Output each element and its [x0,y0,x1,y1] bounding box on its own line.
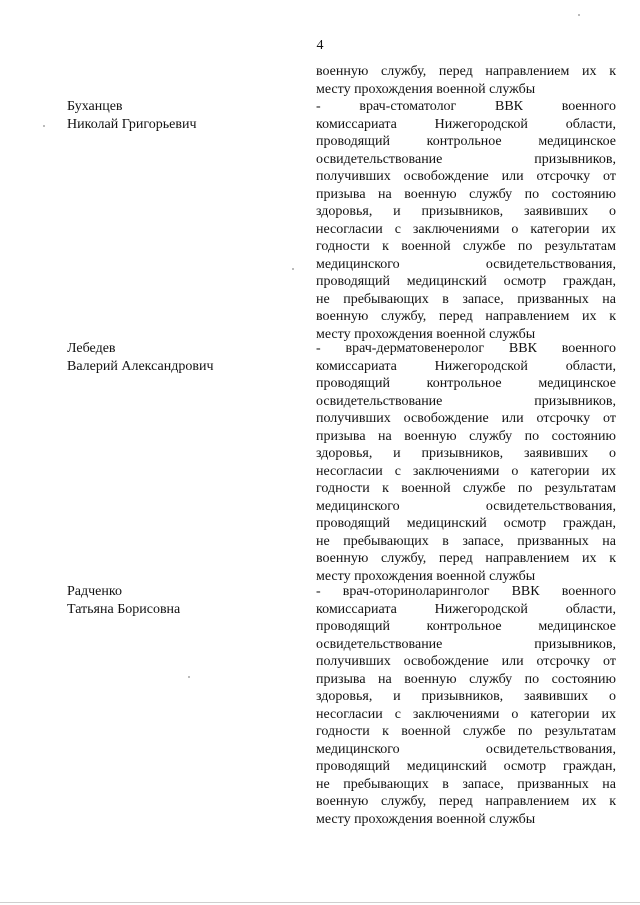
text-line: не пребывающих в запасе, призванных на [316,776,616,792]
text-line: не пребывающих в запасе, призванных на [316,533,616,549]
text-line: призыва на военную службу по состоянию [316,186,616,202]
text-line: - врач-оториноларинголог ВВК военного [316,584,616,599]
text-line: получивших освобождение или отсрочку от [316,654,616,669]
text-line: комиссариата Нижегородской области, [316,358,616,374]
position-description [316,98,616,343]
text-line: несогласии с заключениями о категории их [316,221,616,237]
page-number: 4 [316,38,324,53]
text-line: здоровья, и призывников, заявивших о [316,689,616,704]
text-line: военную службу, перед направлением их к [316,794,616,809]
text-line: проводящий контрольное медицинское [316,134,616,149]
text-line: освидетельствование призывников, [316,636,616,652]
text-line: комиссариата Нижегородской области, [316,116,616,132]
scan-edge-line [0,902,640,903]
text-line: медицинского освидетельствования, [316,256,616,272]
text-line: военную службу, перед направлением их к [316,309,616,324]
text-line: не пребывающих в запасе, призванных на [316,291,616,307]
position-description [316,583,616,828]
position-description [316,340,616,585]
text-line: несогласии с заключениями о категории их [316,463,616,479]
text-line: годности к военной службе по результатам [316,239,616,254]
scan-speck [43,125,45,127]
text-line: проводящий медицинский осмотр граждан, [316,759,616,774]
continuation-text [316,63,616,98]
text-line: получивших освобождение или отсрочку от [316,411,616,426]
text-line: призыва на военную службу по состоянию [316,428,616,444]
person-name [67,98,297,133]
person-given-names: Николай Григорьевич [67,116,197,132]
text-line: военную службу, перед направлением их к [316,551,616,566]
text-line: военную службу, перед направлением их к [316,64,616,79]
person-surname: Лебедев [67,341,116,356]
text-line: несогласии с заключениями о категории их [316,706,616,722]
text-line: освидетельствование призывников, [316,151,616,167]
text-line: получивших освобождение или отсрочку от [316,169,616,184]
text-line: месту прохождения военной службы [316,81,536,97]
text-line: годности к военной службе по результатам [316,481,616,496]
person-surname: Буханцев [67,99,123,114]
scan-speck [292,268,294,270]
text-line: комиссариата Нижегородской области, [316,601,616,617]
text-line: призыва на военную службу по состоянию [316,671,616,687]
person-given-names: Валерий Александрович [67,358,214,374]
text-line: месту прохождения военной службы [316,326,536,342]
text-line: медицинского освидетельствования, [316,741,616,757]
scan-speck [578,14,580,16]
text-line: - врач-стоматолог ВВК военного [316,99,616,114]
text-line: месту прохождения военной службы [316,568,536,584]
text-line: освидетельствование призывников, [316,393,616,409]
text-line: проводящий медицинский осмотр граждан, [316,516,616,531]
person-surname: Радченко [67,584,122,599]
person-name [67,583,297,618]
text-line: проводящий контрольное медицинское [316,619,616,634]
person-name [67,340,297,375]
text-line: месту прохождения военной службы [316,811,536,827]
text-line: годности к военной службе по результатам [316,724,616,739]
text-line: здоровья, и призывников, заявивших о [316,446,616,461]
text-line: медицинского освидетельствования, [316,498,616,514]
scan-speck [188,676,190,678]
text-line: - врач-дерматовенеролог ВВК военного [316,341,616,356]
text-line: здоровья, и призывников, заявивших о [316,204,616,219]
person-given-names: Татьяна Борисовна [67,601,181,617]
text-line: проводящий контрольное медицинское [316,376,616,391]
text-line: проводящий медицинский осмотр граждан, [316,274,616,289]
